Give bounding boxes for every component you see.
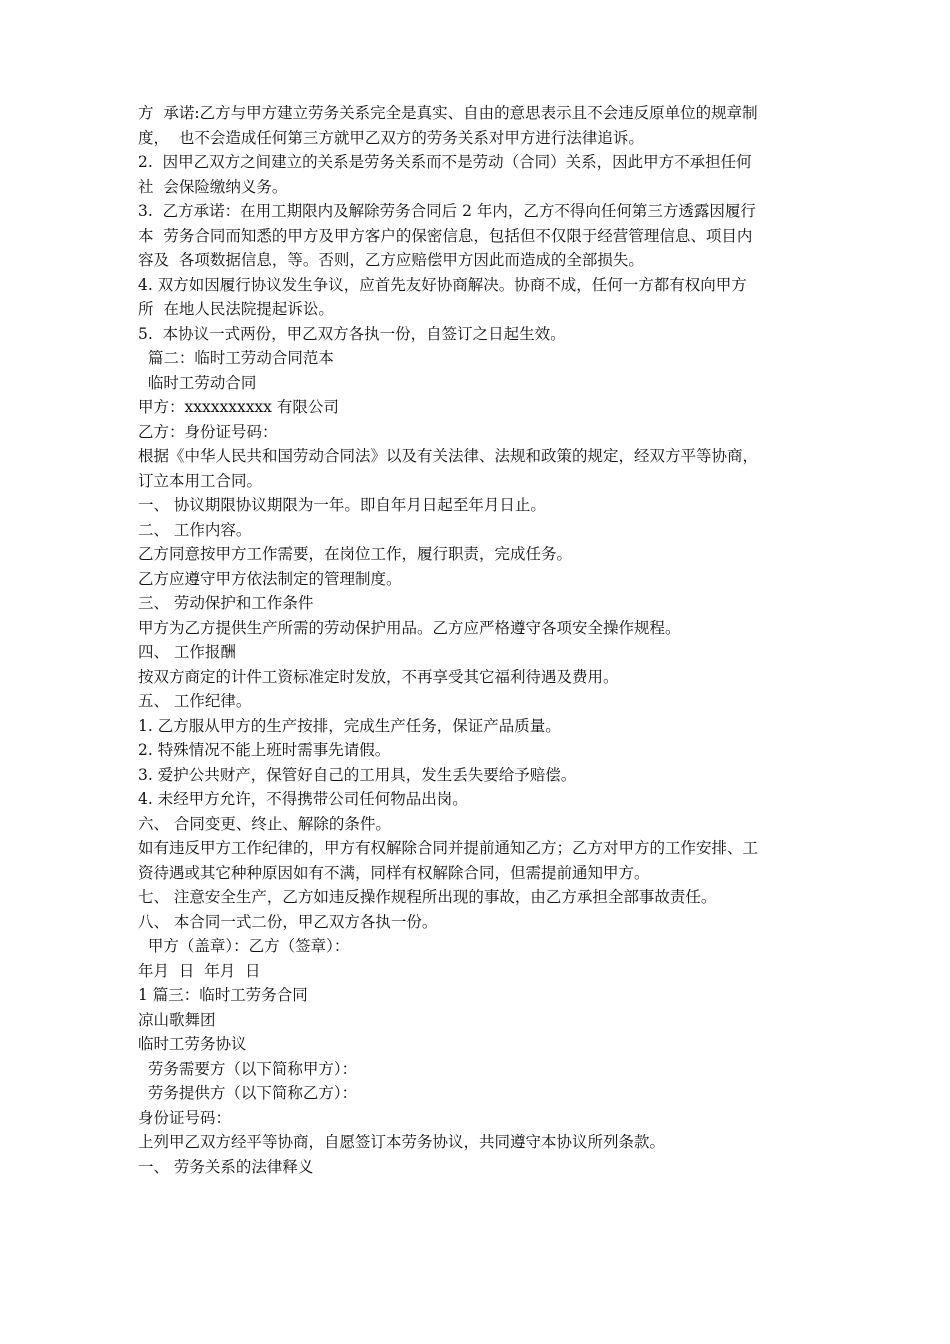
clause-heading: 六、 合同变更、终止、解除的条件。: [138, 814, 391, 833]
text-line: 3. 乙方承诺：在用工期限内及解除劳务合同后 2 年内，乙方不得向任何第三方透露因履行: [138, 202, 756, 220]
text-line: 根据《中华人民共和国劳动合同法》以及有关法律、法规和政策的规定，经双方平等协商，: [138, 447, 759, 465]
text-line: 方 承诺:乙方与甲方建立劳务关系完全是真实、自由的意思表示且不会违反原单位的规章制: [138, 104, 758, 122]
text-line: 乙方同意按甲方工作需要，在岗位工作，履行职责，完成任务。: [138, 545, 573, 563]
organization-name: 凉山歌舞团: [138, 1010, 216, 1029]
text-line: 本 劳务合同而知悉的甲方及甲方客户的保密信息，包括但不仅限于经营管理信息、项目内: [138, 226, 753, 245]
clause-heading: 二、 工作内容。: [138, 520, 252, 539]
clause-heading: 八、 本合同一式二份，甲乙双方各执一份。: [138, 912, 438, 931]
clause-heading: 一、 协议期限协议期限为一年。即自年月日起至年月日止。: [138, 496, 546, 514]
text-line: 按双方商定的计件工资标准定时发放，不再享受其它福利待遇及费用。: [138, 667, 619, 686]
signature-line: 甲方（盖章）：乙方（签章）：: [138, 937, 350, 955]
text-line: 如有违反甲方工作纪律的，甲方有权解除合同并提前通知乙方；乙方对甲方的工作安排、工: [138, 839, 759, 857]
text-line: 2. 因甲乙双方之间建立的关系是劳务关系而不是劳动（合同）关系，因此甲方不承担任何: [138, 153, 752, 171]
document-title: 临时工劳务协议: [138, 1035, 247, 1053]
text-line: 4. 未经甲方允许，不得携带公司任何物品出岗。: [138, 790, 468, 808]
text-line: 2. 特殊情况不能上班时需事先请假。: [138, 741, 391, 759]
document-title: 临时工劳动合同: [138, 373, 257, 392]
text-line: 乙方：身份证号码：: [138, 422, 278, 441]
section-heading: 1 篇三：临时工劳务合同: [138, 986, 308, 1004]
text-line: 身份证号码：: [138, 1108, 232, 1127]
clause-heading: 一、 劳务关系的法律释义: [138, 1157, 314, 1176]
text-line: 度， 也不会造成任何第三方就甲乙双方的劳务关系对甲方进行法律追诉。: [138, 128, 644, 147]
text-line: 甲方为乙方提供生产所需的劳动保护用品。乙方应严格遵守各项安全操作规程。: [138, 618, 681, 637]
text-line: 1. 乙方服从甲方的生产按排，完成生产任务，保证产品质量。: [138, 716, 561, 735]
text-line: 社 会保险缴纳义务。: [138, 177, 288, 196]
text-line: 乙方应遵守甲方依法制定的管理制度。: [138, 569, 402, 588]
text-line: 订立本用工合同。: [138, 471, 263, 490]
text-line: 劳务需要方（以下简称甲方）：: [138, 1059, 358, 1078]
text-line: 上列甲乙双方经平等协商，自愿签订本劳务协议，共同遵守本协议所列条款。: [138, 1133, 666, 1151]
text-line: 所 在地人民法院提起诉讼。: [138, 300, 334, 318]
clause-heading: 五、 工作纪律。: [138, 692, 252, 710]
clause-heading: 四、 工作报酬: [138, 643, 236, 661]
text-line: 5. 本协议一式两份，甲乙双方各执一份，自签订之日起生效。: [138, 324, 566, 343]
section-heading: 篇二：临时工劳动合同范本: [138, 349, 334, 367]
date-line: 年月 日 年月 日: [138, 961, 261, 980]
text-line: 3. 爱护公共财产，保管好自己的工用具，发生丢失要给予赔偿。: [138, 765, 577, 784]
text-line: 资待遇或其它种种原因如有不满，同样有权解除合同，但需提前通知甲方。: [138, 863, 650, 882]
clause-heading: 七、 注意安全生产，乙方如违反操作规程所出现的事故，由乙方承担全部事故责任。: [138, 888, 717, 906]
text-line: 甲方：xxxxxxxxxx 有限公司: [138, 398, 339, 416]
text-line: 容及 各项数据信息，等。否则，乙方应赔偿甲方因此而造成的全部损失。: [138, 251, 644, 269]
text-line: 劳务提供方（以下简称乙方）：: [138, 1084, 358, 1102]
text-line: 4. 双方如因履行协议发生争议，应首先友好协商解决。协商不成，任何一方都有权向甲方: [138, 275, 747, 294]
document-body: [138, 101, 828, 1179]
clause-heading: 三、 劳动保护和工作条件: [138, 594, 314, 612]
